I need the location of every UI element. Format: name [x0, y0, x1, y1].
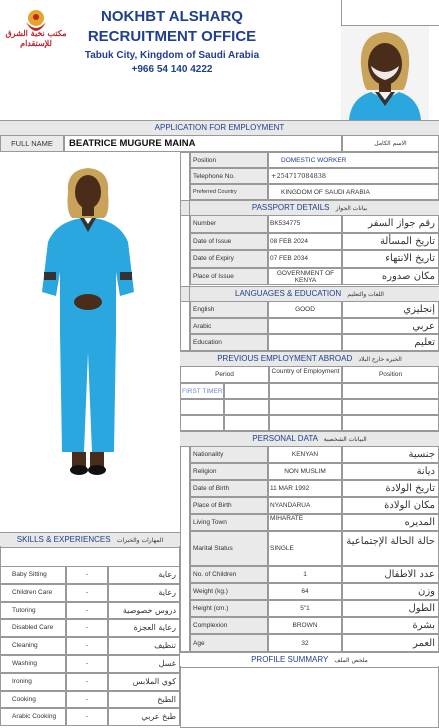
language-row-arabic: عربي: [342, 318, 439, 335]
passport-row-label: Date of Issue: [190, 233, 268, 251]
office-name-line2: RECRUITMENT OFFICE: [87, 28, 257, 45]
personal-title-ar: البيانات الشخصية: [323, 436, 367, 443]
skill-row-label: Washing: [0, 655, 66, 673]
country-value: KINGDOM OF SAUDI ARABIA: [268, 184, 439, 200]
personal-row-arabic: عدد الاطفال: [342, 566, 439, 583]
passport-section-title: [180, 200, 439, 216]
personal-row-label: Religion: [190, 463, 268, 480]
personal-row-arabic: المديره: [342, 514, 439, 531]
skill-row-value: -: [66, 708, 108, 726]
skill-row-arabic: كوي الملابس: [108, 673, 180, 691]
personal-row-label: Weight (kg.): [190, 583, 268, 600]
prev-row-1-d: [342, 383, 439, 399]
prev-row-2-d: [342, 399, 439, 415]
skill-row-arabic: طبخ عربي: [108, 708, 180, 726]
passport-title: PASSPORT DETAILS: [251, 203, 330, 212]
passport-row-arabic: مكان صدوره: [342, 268, 439, 286]
personal-row-arabic: مكان الولادة: [342, 497, 439, 514]
col-position: Position: [342, 366, 439, 383]
skill-row-value: -: [66, 691, 108, 709]
full-name-label: FULL NAME: [0, 135, 64, 152]
profile-summary-label: PROFILE SUMMARY: [251, 655, 329, 664]
skills-spacer: [0, 546, 180, 566]
personal-row-value: 1: [268, 566, 342, 583]
prev-row-2-b: [224, 399, 269, 415]
col-period: Period: [180, 366, 269, 383]
language-row-arabic: تعليم: [342, 334, 439, 351]
skill-row-label: Cooking: [0, 691, 66, 709]
skill-row-value: -: [66, 602, 108, 620]
position-value: DOMESTIC WORKER: [268, 152, 439, 168]
passport-row-value: BK534775: [268, 215, 342, 233]
passport-title-ar: بيانات الجواز: [335, 205, 368, 212]
full-body-photo: [0, 152, 180, 532]
language-row-value: [268, 334, 342, 351]
personal-row-value: KENYAN: [268, 446, 342, 463]
languages-section-title: [180, 286, 439, 302]
personal-row-value: 5"1: [268, 600, 342, 617]
personal-row-arabic: حالة الحالة الإجتماعية: [342, 531, 439, 566]
personal-row-value: 11 MAR 1992: [268, 480, 342, 497]
personal-row-value: MIHARATE: [268, 514, 342, 531]
passport-row-arabic: تاريخ المسألة: [342, 233, 439, 251]
office-phone: +966 54 140 4222: [131, 64, 213, 75]
passport-row-value: 08 FEB 2024: [268, 233, 342, 251]
passport-left-gutter: [180, 152, 190, 351]
skill-row-value: -: [66, 673, 108, 691]
personal-row-arabic: جنسية: [342, 446, 439, 463]
personal-row-value: 64: [268, 583, 342, 600]
personal-row-arabic: ديانة: [342, 463, 439, 480]
office-city: Tabuk City, Kingdom of Saudi Arabia: [84, 50, 260, 61]
passport-row-arabic: تاريخ الانتهاء: [342, 250, 439, 268]
personal-row-value: 32: [268, 634, 342, 652]
personal-row-arabic: الطول: [342, 600, 439, 617]
personal-row-label: Marital Status: [190, 531, 268, 566]
skill-row-label: Disabled Care: [0, 619, 66, 637]
personal-row-label: Place of Birth: [190, 497, 268, 514]
skill-row-label: Cleaning: [0, 637, 66, 655]
language-row-label: English: [190, 301, 268, 318]
passport-row-label: Date of Expiry: [190, 250, 268, 268]
logo-text: مكتب نخبة الشرق للإستقدام: [5, 28, 67, 48]
language-row-value: GOOD: [268, 301, 342, 318]
prev-row-3-d: [342, 415, 439, 431]
passport-row-value: GOVERNMENT OF KENYA: [268, 268, 342, 286]
prev-row-3-b: [224, 415, 269, 431]
personal-row-arabic: بشرة: [342, 617, 439, 634]
languages-title: LANGUAGES & EDUCATION: [235, 289, 342, 298]
position-label: Position: [190, 152, 268, 168]
prev-row-2-a: [180, 399, 224, 415]
profile-summary-body: [180, 666, 439, 728]
personal-section-title: [180, 431, 439, 447]
telephone-label: Telephone No.: [190, 168, 268, 184]
country-label: Preferred Country: [190, 184, 268, 200]
skill-row-value: -: [66, 637, 108, 655]
skill-row-value: -: [66, 566, 108, 584]
languages-title-ar: اللغات والتعليم: [347, 291, 384, 298]
grid-top-right: [341, 0, 439, 26]
col-country-text: Country of Employment: [271, 368, 340, 375]
full-name-value: BEATRICE MUGURE MAINA: [64, 135, 342, 152]
personal-row-label: Date of Birth: [190, 480, 268, 497]
personal-row-arabic: تاريخ الولادة: [342, 480, 439, 497]
skill-row-arabic: رعاية العجزة: [108, 619, 180, 637]
application-title: APPLICATION FOR EMPLOYMENT: [0, 120, 439, 136]
personal-row-arabic: وزن: [342, 583, 439, 600]
language-row-label: Education: [190, 334, 268, 351]
language-row-value: [268, 318, 342, 335]
skill-row-arabic: دروس خصوصية: [108, 602, 180, 620]
first-timer-row: FIRST TIMER: [180, 383, 224, 399]
full-name-arabic: الاسم الكامل: [342, 135, 439, 152]
personal-row-label: No. of Children: [190, 566, 268, 583]
personal-row-label: Nationality: [190, 446, 268, 463]
personal-row-label: Living Town: [190, 514, 268, 531]
telephone-value: +254717084838: [268, 168, 439, 184]
personal-title: PERSONAL DATA: [252, 434, 318, 443]
profile-photo: [341, 26, 429, 120]
personal-row-label: Age: [190, 634, 268, 652]
prev-row-3-c: [269, 415, 342, 431]
passport-row-arabic: رقم جواز السفر: [342, 215, 439, 233]
office-name-line1: NOKHBT ALSHARQ: [101, 8, 243, 25]
language-row-arabic: إنجليزي: [342, 301, 439, 318]
previous-section-title: [180, 351, 439, 367]
personal-row-label: Complexion: [190, 617, 268, 634]
skill-row-arabic: رعاية: [108, 566, 180, 584]
language-row-label: Arabic: [190, 318, 268, 335]
personal-row-arabic: العمر: [342, 634, 439, 652]
skill-row-value: -: [66, 584, 108, 602]
previous-title: PREVIOUS EMPLOYMENT ABROAD: [217, 354, 353, 363]
passport-row-label: Place of Issue: [190, 268, 268, 286]
col-country: [269, 366, 342, 383]
prev-row-2-c: [269, 399, 342, 415]
personal-row-value: NON MUSLIM: [268, 463, 342, 480]
passport-row-value: 07 FEB 2034: [268, 250, 342, 268]
personal-row-value: NYANDARUA: [268, 497, 342, 514]
prev-row-1-c: [269, 383, 342, 399]
profile-summary-label-ar: ملخص الملف: [334, 657, 368, 664]
skill-row-arabic: تنظيف: [108, 637, 180, 655]
previous-title-ar: الخبرة خارج البلاد: [358, 356, 402, 363]
prev-row-3-a: [180, 415, 224, 431]
skill-row-value: -: [66, 619, 108, 637]
skills-title: SKILLS & EXPERIENCES: [16, 535, 111, 544]
skill-row-arabic: رعاية: [108, 584, 180, 602]
skill-row-label: Baby Sitting: [0, 566, 66, 584]
skills-title-ar: المهارات والخبرات: [116, 537, 164, 544]
skill-row-label: Arabic Cooking: [0, 708, 66, 726]
skill-row-label: Children Care: [0, 584, 66, 602]
personal-row-value: SINGLE: [268, 531, 342, 566]
passport-row-label: Number: [190, 215, 268, 233]
skill-row-label: Ironing: [0, 673, 66, 691]
personal-left-gutter: [180, 446, 190, 652]
personal-row-value: BROWN: [268, 617, 342, 634]
skill-row-value: -: [66, 655, 108, 673]
personal-row-label: Height (cm.): [190, 600, 268, 617]
skill-row-label: Tutoring: [0, 602, 66, 620]
skill-row-arabic: الطبخ: [108, 691, 180, 709]
skill-row-arabic: غسل: [108, 655, 180, 673]
prev-row-1-b: [224, 383, 269, 399]
